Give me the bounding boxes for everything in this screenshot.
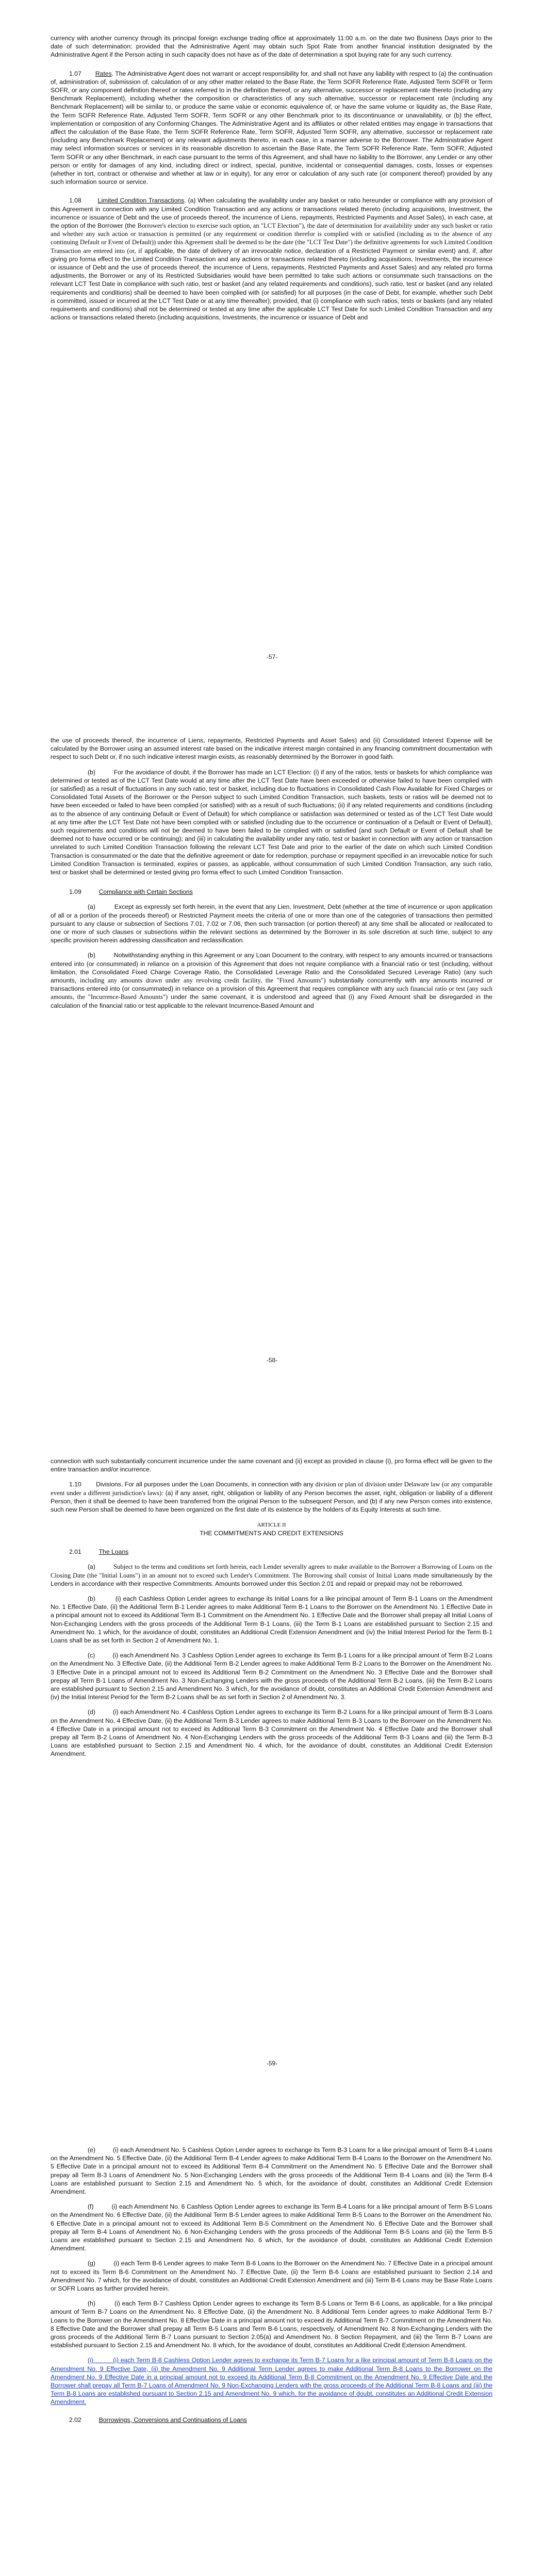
page-57 xyxy=(0,0,544,703)
clause-text: Loans made simultaneously by the Lenders in accordance with their respective Commitments. Amounts borrowed under this Section 2.01 and repaid or prepaid may not be reborrowed. xyxy=(51,1571,492,1587)
section-title: Rates xyxy=(95,70,112,77)
section-text: . The Administrative Agent does not warrant or accept responsibility for, and shall not have any liability with respect to (a) the continuation of, administration of, submission of, calculation of or any other matter related to the Base Rate, the Term SOFR Reference Rate, Adjusted Term SOFR or Term SOFR, or any component definition thereof or rates referred to in the definition thereof, or any alternative, successor or replacement rate thereto (including any Benchmark Replacement), including whether the composition or characteristics of any such alternative, successor or replacement rate (including any Benchmark Replacement) will be similar to, or produce the same value or economic equivalence of, or have the same volume or liquidity as, the Base Rate, the Term SOFR Reference Rate, Adjusted Term SOFR, Term SOFR or any other Benchmark prior to its discontinuance or unavailability, or (b) the effect, implementation or composition of any Conforming Changes. The Administrative Agent and its affiliates or other related entities may engage in transactions that affect the calculation of the Base Rate, the Term SOFR Reference Rate, Term SOFR, Adjusted Term SOFR, any alternative, successor or replacement rate (including any Benchmark Replacement) or any relevant adjustments thereto, in each case, in a manner adverse to the Borrower. The Administrative Agent may select information sources or services in its reasonable discretion to ascertain the Base Rate, the Term SOFR Reference Rate, Term SOFR, Adjusted Term SOFR or any other Benchmark, in each case pursuant to the terms of this Agreement, and shall have no liability to the Borrower, any Lender or any other person or entity for damages of any kind, including direct or indirect, special, punitive, incidental or consequential damages, costs, losses or expenses (whether in tort, contract or otherwise and whether at law or in equity), for any error or calculation of any such rate (or component thereof) provided by any such information source or service. xyxy=(51,70,492,186)
clause-label: (h) xyxy=(88,2300,95,2308)
page-58 xyxy=(0,703,544,1406)
clause-text: Notwithstanding anything in this Agreement or any Loan Document to the contrary, with respect to any amounts incurred or transactions entered into (or consummated) in reliance on a provision of this Agreement that does not require compliance with a financial ratio or test (including, without limitation, the Consolidated Fixed Charge Coverage Ratio, the Consolidated Leverage Ratio and the Consolidated Secured Leverage Ratio) (any such amounts, xyxy=(51,952,492,985)
section-text: . (a) When calculating the availability under any basket or ratio hereunder or compliance with any provision of this Agreement in connection with any Limited Condition Transaction and any actions or transactions related thereto (including acquisitions, Investment, the incurrence or issuance of Debt and the use of proceeds thereof, the incurrence of Liens, repayments, Restricted Payments and Asset Sales), in each case, at the option of the Borrower (the xyxy=(51,197,492,230)
clause-label: (a) xyxy=(88,903,95,911)
page-number: -58- xyxy=(266,1357,278,1364)
page-60 xyxy=(0,2110,544,2576)
clause-1-09-b xyxy=(51,951,492,1009)
clause-label: (i) xyxy=(88,2357,93,2364)
section-1-09-heading xyxy=(51,888,492,896)
clause-text: (i) each Amendment No. 4 Cashless Option Lender agrees to exchange its Term B-2 Loans for a like principal amount of Term B-3 Loans on the Amendment No. 4 Effective Date, (ii) the Additional Term B-3 Lender agrees to make Additional Term B-3 Loans to the Borrower on the Amendment No. 4 Effective Date in a principal amount not to exceed its Additional Term B-3 Commitment on the Amendment No. 4 Effective Date and the Borrower shall prepay all Term B-2 Loans of Amendment No. 4 Non-Exchanging Lenders with the gross proceeds of the Additional Term B-3 Loans and (iii) the Term B-3 Loans are established pursuant to Section 2.15 and Amendment No. 4 which, for the avoidance of doubt, constitutes an Additional Credit Extension Amendment. xyxy=(51,1708,492,1758)
clause-label: (d) xyxy=(88,1708,95,1716)
clause-label: (g) xyxy=(88,2260,95,2267)
article-heading xyxy=(51,1521,492,1537)
clause-text: (i) each Term B-8 Cashless Option Lender agrees to exchange its Term B-7 Loans for a like principal amount of Term B-8 Loans on the Amendment No. 9 Effective Date, (ii) the Amendment No. 9 Additional Term Lender agrees to make Additional Term B-8 Loans to the Borrower on the Amendment No. 9 Effective Date in a principal amount not to exceed its Additional Term B-8 Commitment on the Amendment No. 9 Effective Date and the Borrower shall prepay all Term B-7 Loans of Amendment No. 9 Non-Exchanging Lenders with the gross proceeds of the Additional Term B-8 Loans and (iii) the Term B-8 Loans are established pursuant to Section 2.15 and Amendment No. 9 which, for the avoidance of doubt, constitutes an Additional Credit Extension Amendment. xyxy=(51,2357,492,2406)
clause-label: (a) xyxy=(88,1563,95,1571)
clause-label: (b) xyxy=(88,768,95,776)
clause-2-01-c xyxy=(51,1651,492,1701)
section-title: The Loans xyxy=(98,1548,129,1556)
clause-2-01-a xyxy=(51,1563,492,1588)
clause-text: under the same covenant, it is understood and agreed that (i) any Fixed Amount shall be disregarded in the calculation of the financial ratio or test applicable to the relevant Incurrence-Based Amount and xyxy=(51,993,492,1009)
clause-2-01-h xyxy=(51,2299,492,2349)
clause-text-serif: Subject to the terms and conditions set forth herein, each Lender severally agrees to make available to the Borrower a Borrowing of Loans on the Closing Date (the "Initial Loans") in an amount not to exceed such Lender's Commitment. The Borrowing shall consist of Initial xyxy=(51,1563,492,1579)
section-2-02-heading xyxy=(51,2416,492,2424)
section-text: applicable, the date of delivery of an irrevocable notice, declaration of a Restricted Payment or similar event) and, if, after giving pro forma effect to the Limited Condition Transaction and any actions or transactions related thereto (including acquisitions, Investments, the incurrence or issuance of Debt and the use of proceeds thereof, the incurrence of Liens, repayments, Restricted Payments and Asset Sales) and any related pro forma adjustments, the Borrower or any of its Restricted Subsidiaries would have been permitted to take such actions or consummate such transactions on the relevant LCT Test Date in compliance with such ratio, test or basket (and any related requirements and conditions), such ratio, test or basket (and any related requirements and conditions) shall be deemed to have been complied with (or satisfied) for all purposes (in the case of Debt, for example, whether such Debt is committed, issued or incurred at the LCT Test Date or at any time thereafter); provided, that (i) compliance with such ratios, tests or baskets (and any related requirements and conditions) shall not be determined or tested at any time after the applicable LCT Test Date for such Limited Condition Transaction and any actions or transactions related thereto (including acquisitions, Investments, the incurrence or issuance of Debt and xyxy=(51,247,492,321)
article-title: THE COMMITMENTS AND CREDIT EXTENSIONS xyxy=(200,1530,343,1537)
paragraph-spot-rate: currency with another currency through its principal foreign exchange trading office at approximately 11:00 a.m. on the date two Business Days prior to the date of such determination; provided that the Administrative Agent may obtain such Spot Rate from another financial institution designated by the Administrative Agent if the Person acting in such capacity does not have as of the date of determination a spot buying rate for any such currency. xyxy=(51,35,492,59)
clause-text: (i) each Amendment No. 3 Cashless Option Lender agrees to exchange its Term B-1 Loans for a like principal amount of Term B-2 Loans on the Amendment No. 3 Effective Date, (ii) the Additional Term B-2 Lender agrees to make Additional Term B-2 Loans to the Borrower on the Amendment No. 3 Effective Date in a principal amount not to exceed its Additional Term B-2 Commitment on the Amendment No. 3 Effective Date and the Borrower shall prepay all Term B-1 Loans of Amendment No. 3 Non-Exchanging Lenders with the gross proceeds of the Additional Term B-2 Loans, (iii) the Term B-2 Loans are established pursuant to Section 2.15 and Amendment No. 3 which, for the avoidance of doubt, constitutes an Additional Credit Extension Amendment and (iv) the Initial Interest Period for the Term B-2 Loans shall be as set forth in Section 2 of Amendment No. 3. xyxy=(51,1652,492,1701)
section-number: 1.10 xyxy=(69,1481,81,1488)
section-1-10 xyxy=(51,1480,492,1514)
section-text: (a) if any asset, right, obligation or liability of any Person becomes the asset, right, obligation or liability of a different Person, then it shall be deemed to have been transferred from the original Person to the subsequent Person, and (b) if any new Person comes into existence, such new Person shall be deemed to have been organized on the first date of its existence by the holders of its Equity Interests at such time. xyxy=(51,1489,493,1514)
clause-label: (b) xyxy=(88,952,95,959)
article-number: ARTICLE II xyxy=(257,1522,286,1529)
clause-2-01-i[interactable] xyxy=(51,2356,492,2406)
clause-text: Except as expressly set forth herein, in the event that any Lien, Investment, Debt (whether at the time of incurrence or upon application of all or a portion of the proceeds thereof) or Restricted Payment meets the criteria of one or more than one of the categories of transactions then permitted pursuant to any clause or subsection of Sections 7.01, 7.02 or 7.06, then such transaction (or portion thereof) at any time shall be allocated or reallocated to one or more of such clauses or subsections within the relevant sections as determined by the Borrower in its sole discretion at such time, subject to any specific provision herein addressing classification and reclassification. xyxy=(51,903,492,944)
section-number: 2.02 xyxy=(69,2416,81,2424)
section-number: 1.09 xyxy=(69,888,81,896)
clause-text: (i) each Term B-7 Cashless Option Lender agrees to exchange its Term B-5 Loans or Term B-6 Loans, as applicable, for a like principal amount of Term B-7 Loans on the Amendment No. 8 Effective Date, (ii) the Amendment No. 8 Additional Term Lender agrees to make Additional Term B-7 Loans to the Borrower on the Amendment No. 8 Effective Date in a principal amount not to exceed its Additional Term B-7 Commitment on the Amendment No. 8 Effective Date and the Borrower shall prepay all Term B-5 Loans and Term B-6 Loans, respectively, of Amendment No. 8 Non-Exchanging Lenders with the gross proceeds of the Additional Term B-7 Loans pursuant to Section 2.05(a) and Amendment No. 8 Section Repayment, and (iii) the Term B-7 Loans are established pursuant to Section 2.15 and Amendment No. 8 which, for the avoidance of doubt, constitutes an Additional Credit Extension Amendment. xyxy=(51,2300,492,2349)
section-1-08 xyxy=(51,196,492,321)
paragraph-continued: connection with such substantially concurrent incurrence under the same covenant and (ii) except as provided in clause (i), pro forma effect will be given to the entire transaction and/or incurrence. xyxy=(51,1458,492,1473)
clause-label: (e) xyxy=(88,2146,95,2154)
section-text-serif: division or plan of division under Delaware law (or any comparable event under a different jurisdiction's laws): xyxy=(51,1481,492,1497)
clause-text: For the avoidance of doubt, if the Borrower has made an LCT Election: (i) if any of the ratios, tests or baskets for which compliance was determined or tested as of the LCT Test Date would at any time after the LCT Test Date have been exceeded or otherwise failed to have been complied with (or satisfied) as a result of fluctuations in any such ratio, test or basket, including due to fluctuations in Consolidated Cash Flow Available for Fixed Charges or Consolidated Total Assets of the Borrower or the Person subject to such Limited Condition Transaction, such baskets, tests or ratios will be deemed not to have been exceeded or failed to have been complied (or satisfied) with as a result of such fluctuations; (ii) if any related requirements and conditions (including as to the absence of any continuing Default or Event of Default) for which compliance or satisfaction was determined or tested as of the LCT Test Date would at any time after the LCT Test Date not have been complied with or satisfied (including due to the occurrence or continuation of a Default or Event of Default), such requirements and conditions will not be deemed to have been failed to be complied with or satisfied (and such Default or Event of Default shall be deemed not to have occurred or be continuing); and (iii) in calculating the availability under any ratio, test or basket in connection with any action or transaction unrelated to such Limited Condition Transaction following the relevant LCT Test Date and prior to the earlier of the date on which such Limited Condition Transaction is consummated or the date that the definitive agreement or date for redemption, purchase or repayment specified in an irrevocable notice for such Limited Condition Transaction is terminated, expires or passes, as applicable, without consummation of such Limited Condition Transaction, any such ratio, test or basket shall be determined or tested giving pro forma effect to such Limited Condition Transaction. xyxy=(51,768,492,876)
clause-label: (c) xyxy=(88,1652,95,1659)
section-text-serif: Borrower's election to exercise such option, an "LCT Election"), the date of determination for availability under any such basket or ratio and whether any such action or transaction is permitted (or any requirement or condition therefor is complied with or satisfied (including as to the absence of any continuing Default or Event of Default)) under this Agreement shall be deemed to be the date (the "LCT Test Date") the definitive agreements for such Limited Condition Transaction are entered into (or, if xyxy=(51,222,492,255)
clause-2-01-b xyxy=(51,1595,492,1645)
section-2-01-heading xyxy=(51,1548,492,1556)
section-title: Compliance with Certain Sections xyxy=(98,888,193,896)
page-number: -59- xyxy=(266,2060,278,2067)
section-title: Limited Condition Transactions xyxy=(97,197,185,205)
clause-text-serif: such financial ratio or test (any such amounts, the "Incurrence-Based Amounts") xyxy=(51,985,492,1001)
section-text: Divisions. For all purposes under the Loan Documents, in connection with any xyxy=(96,1481,314,1488)
clause-label: (b) xyxy=(88,1595,95,1603)
section-title: Borrowings, Conversions and Continuations of Loans xyxy=(98,2416,247,2424)
clause-text: (i) each Amendment No. 5 Cashless Option Lender agrees to exchange its Term B-3 Loans for a like principal amount of Term B-4 Loans on the Amendment No. 5 Effective Date, (ii) the Additional Term B-4 Lender agrees to make Additional Term B-4 Loans to the Borrower on the Amendment No. 5 Effective Date in a principal amount not to exceed its Additional Term B-4 Commitment on the Amendment No. 5 Effective Date and the Borrower shall prepay all Term B-3 Loans of Amendment No. 5 Non-Exchanging Lenders with the gross proceeds of the Additional Term B-4 Loans and (iii) the Term B-4 Loans are established pursuant to Section 2.15 and Amendment No. 5 which, for the avoidance of doubt, constitutes an Additional Credit Extension Amendment. xyxy=(51,2146,492,2196)
clause-2-01-e xyxy=(51,2146,492,2196)
section-number: 2.01 xyxy=(69,1548,81,1556)
section-number: 1.08 xyxy=(69,197,81,205)
clause-b xyxy=(51,768,492,877)
clause-text: (i) each Term B-6 Lender agrees to make Term B-6 Loans to the Borrower on the Amendment No. 7 Effective Date in a principal amount not to exceed its Term B-6 Commitment on the Amendment No. 7 Effective Date, (ii) the Term B-6 Loans are established pursuant to Section 2.14 and Amendment No. 7 which, for the avoidance of doubt, constitutes an Additional Credit Extension Amendment and (iii) Term B-6 Loans may be Base Rate Loans or SOFR Loans as further provided herein. xyxy=(51,2260,492,2293)
clause-text: (i) each Amendment No. 6 Cashless Option Lender agrees to exchange its Term B-4 Loans for a like principal amount of Term B-5 Loans on the Amendment No. 6 Effective Date, (ii) the Additional Term B-5 Lender agrees to make Additional Term B-5 Loans to the Borrower on the Amendment No. 6 Effective Date in a principal amount not to exceed its Additional Term B-5 Commitment on the Amendment No. 6 Effective Date and the Borrower shall prepay all Term B-4 Loans of Amendment No. 6 Non-Exchanging Lenders with the gross proceeds of the Additional Term B-5 Loans and (iii) the Term B-5 Loans are established pursuant to Section 2.15 and Amendment No. 6 which, for the avoidance of doubt, constitutes an Additional Credit Extension Amendment. xyxy=(51,2203,492,2252)
page-number: -57- xyxy=(266,653,278,660)
clause-label: (f) xyxy=(88,2203,94,2211)
clause-1-09-a xyxy=(51,903,492,944)
paragraph-continued: the use of proceeds thereof, the incurrence of Liens, repayments, Restricted Payments and Asset Sales) and (ii) Consolidated Interest Expense will be calculated by the Borrower using an assumed interest rate based on the indicative interest margin contained in any financing commitment documentation with respect to such Debt or, if no such indicative interest margin exists, as reasonably determined by the Borrower in good faith. xyxy=(51,737,492,761)
clause-text-serif: including any amounts drawn under any revolving credit facility, the "Fixed Amounts") xyxy=(79,977,326,985)
clause-text: substantially concurrently with any amounts incurred or transactions entered into (or consummated) in reliance on a provision of this Agreement that requires compliance with any xyxy=(51,977,492,993)
page-59 xyxy=(0,1406,544,2110)
clause-2-01-g xyxy=(51,2259,492,2293)
clause-2-01-f xyxy=(51,2202,492,2252)
section-number: 1.07 xyxy=(69,70,81,77)
section-1-07 xyxy=(51,70,492,187)
clause-text: (i) each Cashless Option Lender agrees to exchange its Initial Loans for a like principal amount of Term B-1 Loans on the Amendment No. 1 Effective Date, (ii) the Additional Term B-1 Lender agrees to make Additional Term B-1 Loans to the Borrower on the Amendment No. 1 Effective Date in a principal amount not to exceed its Additional Term B-1 Commitment on the Amendment No. 1 Effective Date and the Borrower shall prepay all Initial Loans of Non-Exchanging Lenders with the gross proceeds of the Additional Term B-1 Loans, (iii) the Term B-1 Loans are established pursuant to Section 2.15 and Amendment No. 1 which, for the avoidance of doubt, constitutes an Additional Credit Extension Amendment and (iv) the Initial Interest Period for the Term B-1 Loans shall be as set forth in Section 2 of Amendment No. 1. xyxy=(51,1595,492,1645)
clause-2-01-d xyxy=(51,1708,492,1758)
